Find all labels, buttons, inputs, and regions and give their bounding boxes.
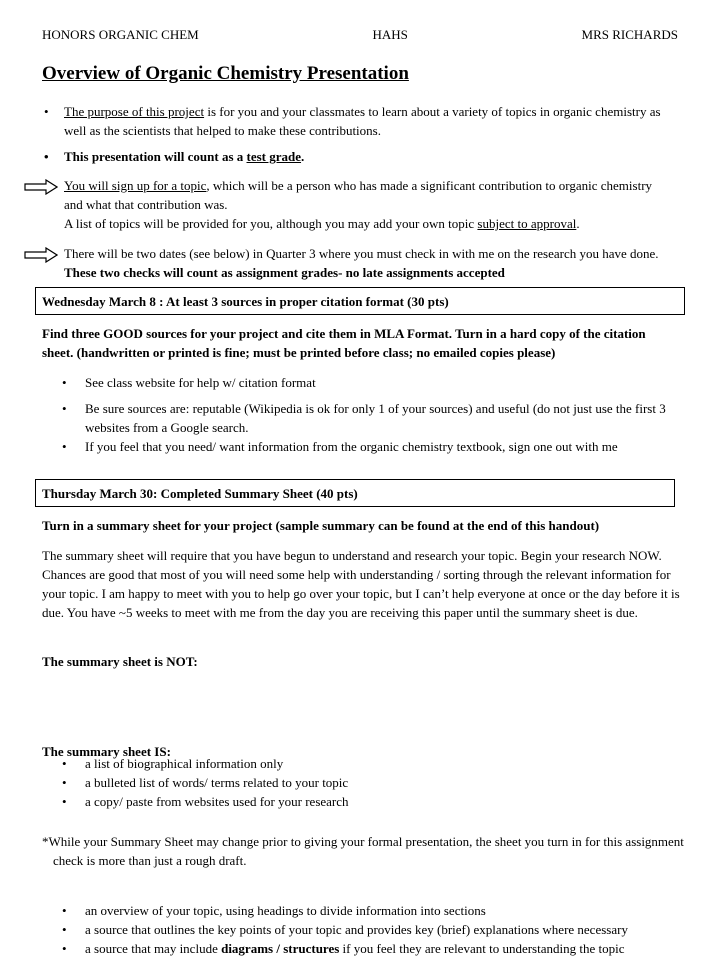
purpose-link-text: The purpose of this project: [64, 104, 205, 119]
grade-text: This presentation will count as a: [64, 149, 247, 164]
not-heading: The summary sheet is NOT:: [42, 654, 198, 669]
list-item: • a list of biographical information only: [62, 756, 284, 771]
purpose-text: is for you and your classmates to learn about a variety of topics in organic chemistry as well as the scientists that helped to make these contributions.: [64, 104, 661, 138]
test-grade-text: test grade: [246, 149, 302, 164]
footnote: *While your Summary Sheet may change prior to giving your formal presentation, the sheet you turn in for this assignment check is more than just a rough draft.: [42, 834, 684, 868]
topic-text: , which will be a person who has made a significant contribution to organic chemistry and what that contribution was.: [64, 178, 653, 212]
check1-box: Wednesday March 8 : At least 3 sources in proper citation format (30 pts): [35, 287, 685, 315]
bullet-dot: •: [44, 104, 49, 119]
approval-text: subject to approval: [477, 216, 577, 231]
dates-text: There will be two dates (see below) in Quarter 3 where you must check in with me on the research you have done.: [64, 246, 659, 261]
check1-instruction: Find three GOOD sources for your project and cite them in MLA Format. Turn in a hard copy of the citation sheet. (handwritten or printed is fine; must be printed before class; no emailed copies please): [42, 326, 646, 360]
intro-bullet-grade: [42, 147, 672, 166]
is-heading: The summary sheet IS:: [42, 744, 171, 759]
check2-box: Thursday March 30: Completed Summary Sheet (40 pts): [35, 479, 675, 507]
arrow-note-dates: [42, 244, 682, 282]
list-item: • a bulleted list of words/ terms related to your topic: [62, 775, 349, 790]
sign-up-text: You will sign up for a topic: [64, 178, 207, 193]
list-item: • If you feel that you need/ want information from the organic chemistry textbook, sign one out with me: [62, 439, 618, 454]
topic-list-text: A list of topics will be provided for you, although you may add your own topic: [64, 216, 478, 231]
list-item: • a copy/ paste from websites used for your research: [62, 794, 349, 809]
header-school: HAHS: [372, 27, 408, 42]
check2-paragraph: The summary sheet will require that you have begun to understand and research your topic. Begin your research NOW. Chances are good that most of you will need some help with understanding / sorting through the relevant information for your topic. I am happy to meet with you to help go over your topic, but I can’t help everyone at once or the day before it is due. You have ~5 weeks to meet with me from the day you are receiving this paper until the summary sheet is due.: [42, 548, 680, 620]
list-item: • a source that may include diagrams / structures if you feel they are relevant to understanding the topic: [62, 941, 625, 956]
intro-bullets: [42, 102, 672, 166]
header-teacher: MRS RICHARDS: [581, 27, 678, 42]
check1-list: [42, 373, 682, 456]
arrow-note-topic: [42, 176, 672, 233]
not-list: [42, 754, 682, 811]
bullet-dot: •: [44, 149, 49, 164]
header-course: HONORS ORGANIC CHEM: [42, 27, 199, 42]
is-list: [42, 901, 692, 958]
arrow-right-icon: [24, 179, 58, 195]
list-item: • Be sure sources are: reputable (Wikipedia is ok for only 1 of your sources) and useful (do not just use the first 3 websites from a Google search.: [62, 401, 666, 435]
intro-bullet-purpose: [42, 102, 672, 140]
list-item: • an overview of your topic, using headings to divide information into sections: [62, 903, 486, 918]
grade-end: .: [301, 149, 305, 164]
page-header: [42, 25, 678, 44]
check2-instruction: Turn in a summary sheet for your project (sample summary can be found at the end of this handout): [42, 518, 600, 533]
list-item: • a source that outlines the key points of your topic and provides key (brief) explanations where necessary: [62, 922, 628, 937]
page-title: Overview of Organic Chemistry Presentation: [42, 63, 409, 84]
arrow-right-icon: [24, 247, 58, 263]
approval-end: .: [576, 216, 580, 231]
list-item: • See class website for help w/ citation format: [62, 375, 316, 390]
assignment-grades-text: These two checks will count as assignment grades- no late assignments accepted: [64, 265, 505, 280]
